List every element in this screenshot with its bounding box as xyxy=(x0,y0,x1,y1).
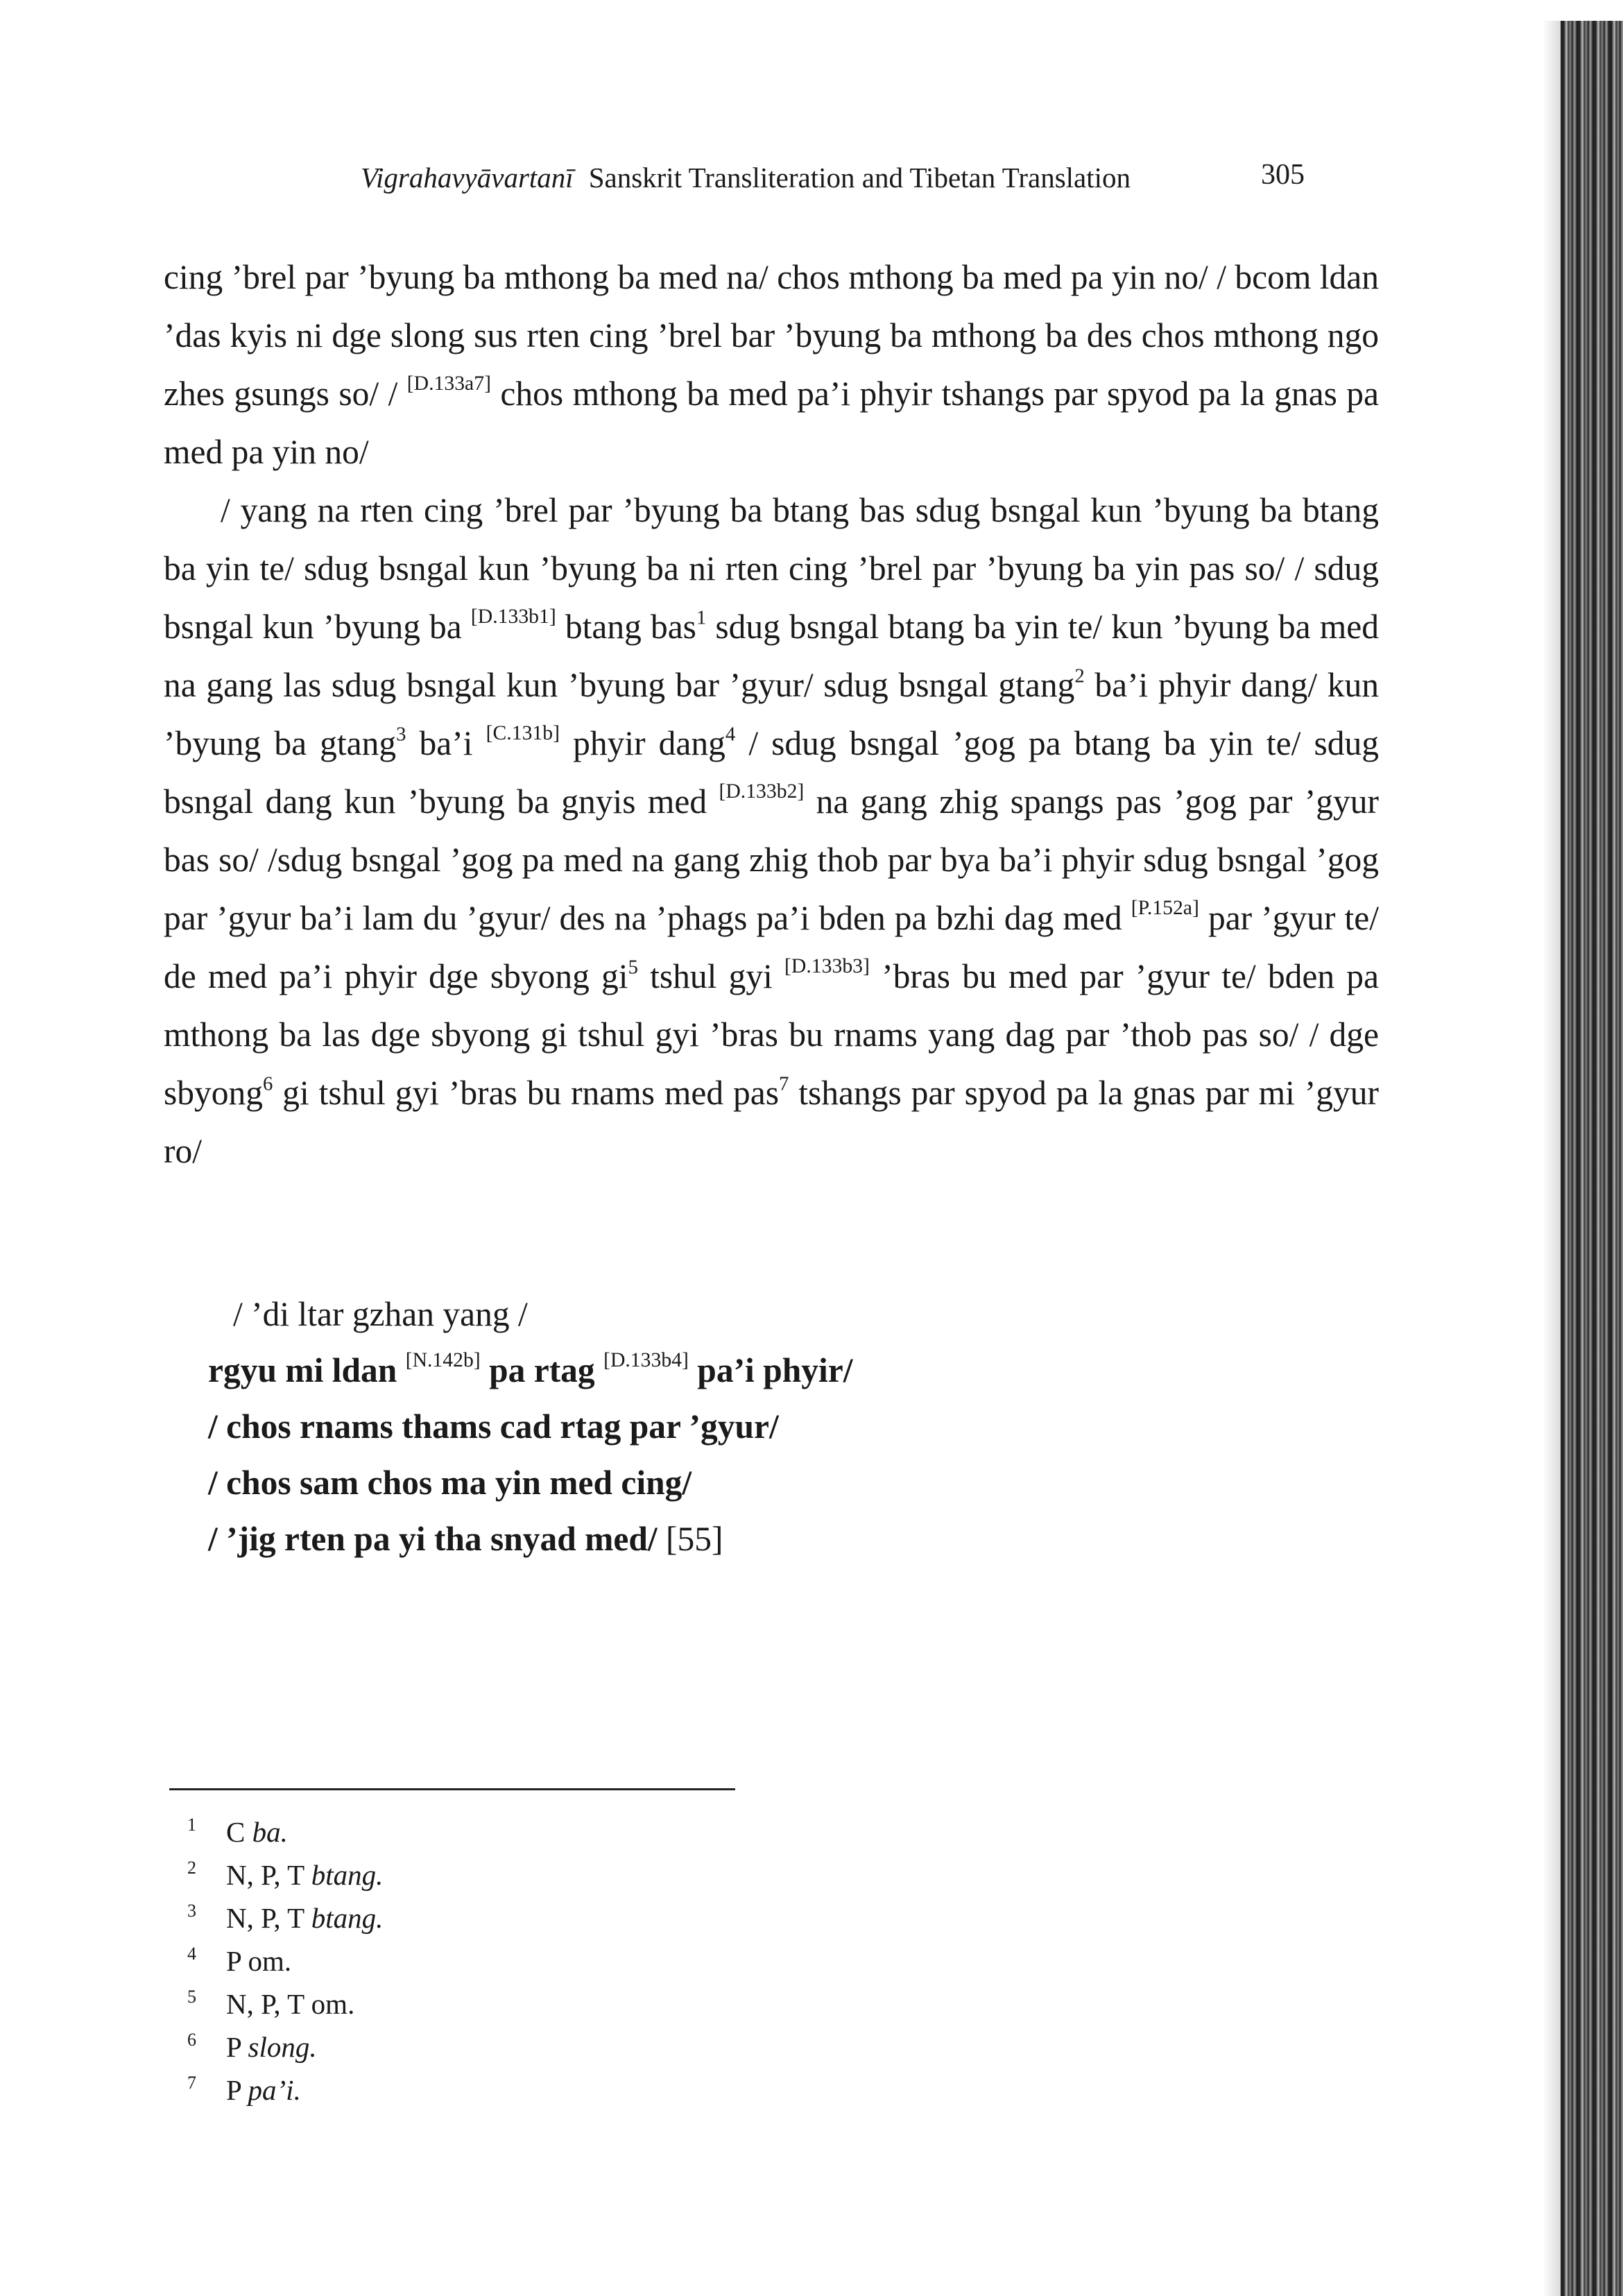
footnote xyxy=(182,1896,806,1939)
footnote xyxy=(182,1939,806,1982)
page-marker: [N.142b] xyxy=(405,1349,481,1372)
footnote-ref: 6 xyxy=(263,1072,273,1095)
footnote xyxy=(182,1810,806,1853)
footnote-number: 4 xyxy=(187,1944,196,1964)
text-run: ’bras bu med par ’gyur te/ bden pa mthong ba las dge sbyong gi tshul gyi ’bras bu rnams yang dag par ’thob pas so/ / dge sbyong xyxy=(164,957,1380,1112)
footnote-ref: 1 xyxy=(696,606,707,629)
footnote xyxy=(182,1982,806,2025)
footnote-text: P om. xyxy=(226,1945,292,1977)
running-head-title: Vigrahavyāvartanī xyxy=(361,162,574,194)
footnote-number: 3 xyxy=(187,1901,196,1921)
text-run: tshul gyi xyxy=(637,957,785,995)
footnote xyxy=(182,2068,806,2111)
text-run: ba’i phyir dang/ kun ’byung ba gtang xyxy=(164,666,1379,762)
footnotes xyxy=(182,1810,806,2111)
footnote-number: 7 xyxy=(187,2073,196,2093)
footnote-text: N, P, T om. xyxy=(226,1988,355,2020)
footnote-text: P xyxy=(226,2074,248,2106)
footnote-rule xyxy=(169,1788,735,1790)
binding-shadow xyxy=(1543,21,1561,2296)
text-run: na gang zhig spangs pas ’gog par ’gyur bas so/ /sdug bsngal ’gog pa med na gang zhig thob par bya ba’i phyir sdug bsngal ’gog par ’gyur ba’i lam du ’gyur/ des na ’phags pa’i bden pa bzhi dag med xyxy=(164,782,1379,937)
running-head-subtitle: Sanskrit Transliteration and Tibetan Translation xyxy=(588,162,1131,194)
verse-intro: / ’di ltar gzhan yang / xyxy=(233,1295,528,1333)
footnote-text: C xyxy=(226,1816,252,1848)
footnote-number: 2 xyxy=(187,1858,196,1878)
paragraph xyxy=(164,481,1379,1181)
text-run: tshangs par spyod pa la gnas par mi ’gyur ro/ xyxy=(164,1074,1379,1170)
paragraph xyxy=(164,248,1379,481)
verse-number: [55] xyxy=(666,1520,723,1558)
footnote-italic: ba. xyxy=(252,1816,288,1848)
page-marker: [C.131b] xyxy=(486,722,560,745)
footnote-italic: pa’i. xyxy=(248,2074,301,2106)
verse-block xyxy=(208,1286,1179,1567)
text-run: chos mthong ba med pa’i phyir tshangs par spyod pa la gnas pa med pa yin no/ xyxy=(164,375,1379,471)
verse-line-1 xyxy=(208,1342,1179,1398)
footnote xyxy=(182,1853,806,1896)
footnote-text: N, P, T xyxy=(226,1859,311,1891)
binding-edge xyxy=(1561,21,1623,2296)
text-run: / sdug bsngal ’gog pa btang ba yin te/ sdug bsngal dang kun ’byung ba gnyis med xyxy=(164,724,1379,821)
verse-line-1-part-c: pa’i phyir/ xyxy=(688,1351,853,1389)
footnote-ref: 5 xyxy=(628,956,638,979)
footnote-ref: 3 xyxy=(396,723,406,746)
page-marker: [P.152a] xyxy=(1131,897,1199,920)
text-run: cing ’brel par ’byung ba mthong ba med na/ chos mthong ba med pa yin no/ / bcom ldan ’das kyis ni dge slong sus rten cing ’brel bar ’byung ba mthong ba des chos mthong ngo zhes gsungs so/ / xyxy=(164,258,1379,413)
page-marker: [D.133a7] xyxy=(406,372,491,395)
footnote xyxy=(182,2025,806,2068)
footnote-number: 1 xyxy=(187,1815,196,1835)
running-head xyxy=(361,158,1318,197)
verse-line-2: / chos rnams thams cad rtag par ’gyur/ xyxy=(208,1407,779,1446)
footnote-ref: 7 xyxy=(778,1072,789,1095)
verse-line-4-text: / ’jig rten pa yi tha snyad med/ xyxy=(208,1520,658,1558)
text-run: par ’gyur te/ de med pa’i phyir dge sbyong gi xyxy=(164,899,1379,995)
text-run: / yang na rten cing ’brel par ’byung ba btang bas sdug bsngal kun ’byung ba btang ba yin te/ sdug bsngal kun ’byung ba ni rten cing ’brel par ’byung ba yin pas so/ / sdug bsngal kun ’byung ba xyxy=(164,491,1379,646)
footnote-italic: btang. xyxy=(311,1902,384,1934)
page-marker: [D.133b4] xyxy=(603,1349,689,1372)
footnote-ref: 4 xyxy=(725,723,736,746)
text-run: phyir dang xyxy=(559,724,725,762)
verse-line-1-part-a: rgyu mi ldan xyxy=(208,1351,406,1389)
verse-line-3: / chos sam chos ma yin med cing/ xyxy=(208,1464,692,1502)
body-text xyxy=(164,248,1379,1181)
verse-line-4 xyxy=(208,1511,1179,1567)
page-marker: [D.133b1] xyxy=(470,606,556,628)
footnote-number: 6 xyxy=(187,2030,196,2050)
footnote-number: 5 xyxy=(187,1987,196,2007)
text-run: btang bas xyxy=(556,608,696,646)
text-run: ba’i xyxy=(406,724,486,762)
page-marker: [D.133b3] xyxy=(784,955,870,978)
footnote-text: N, P, T xyxy=(226,1902,311,1934)
footnote-italic: btang. xyxy=(311,1859,384,1891)
page-number: 305 xyxy=(1261,159,1305,191)
text-run: sdug bsngal btang ba yin te/ kun ’byung ba med na gang las sdug bsngal kun ’byung bar ’gyur/ sdug bsngal gtang xyxy=(164,608,1379,704)
footnote-text: P xyxy=(226,2031,248,2063)
verse-line-1-part-b: pa rtag xyxy=(480,1351,604,1389)
text-run: gi tshul gyi ’bras bu rnams med pas xyxy=(273,1074,779,1112)
footnote-ref: 2 xyxy=(1074,665,1085,687)
footnote-italic: slong. xyxy=(248,2031,317,2063)
page-marker: [D.133b2] xyxy=(719,780,805,803)
